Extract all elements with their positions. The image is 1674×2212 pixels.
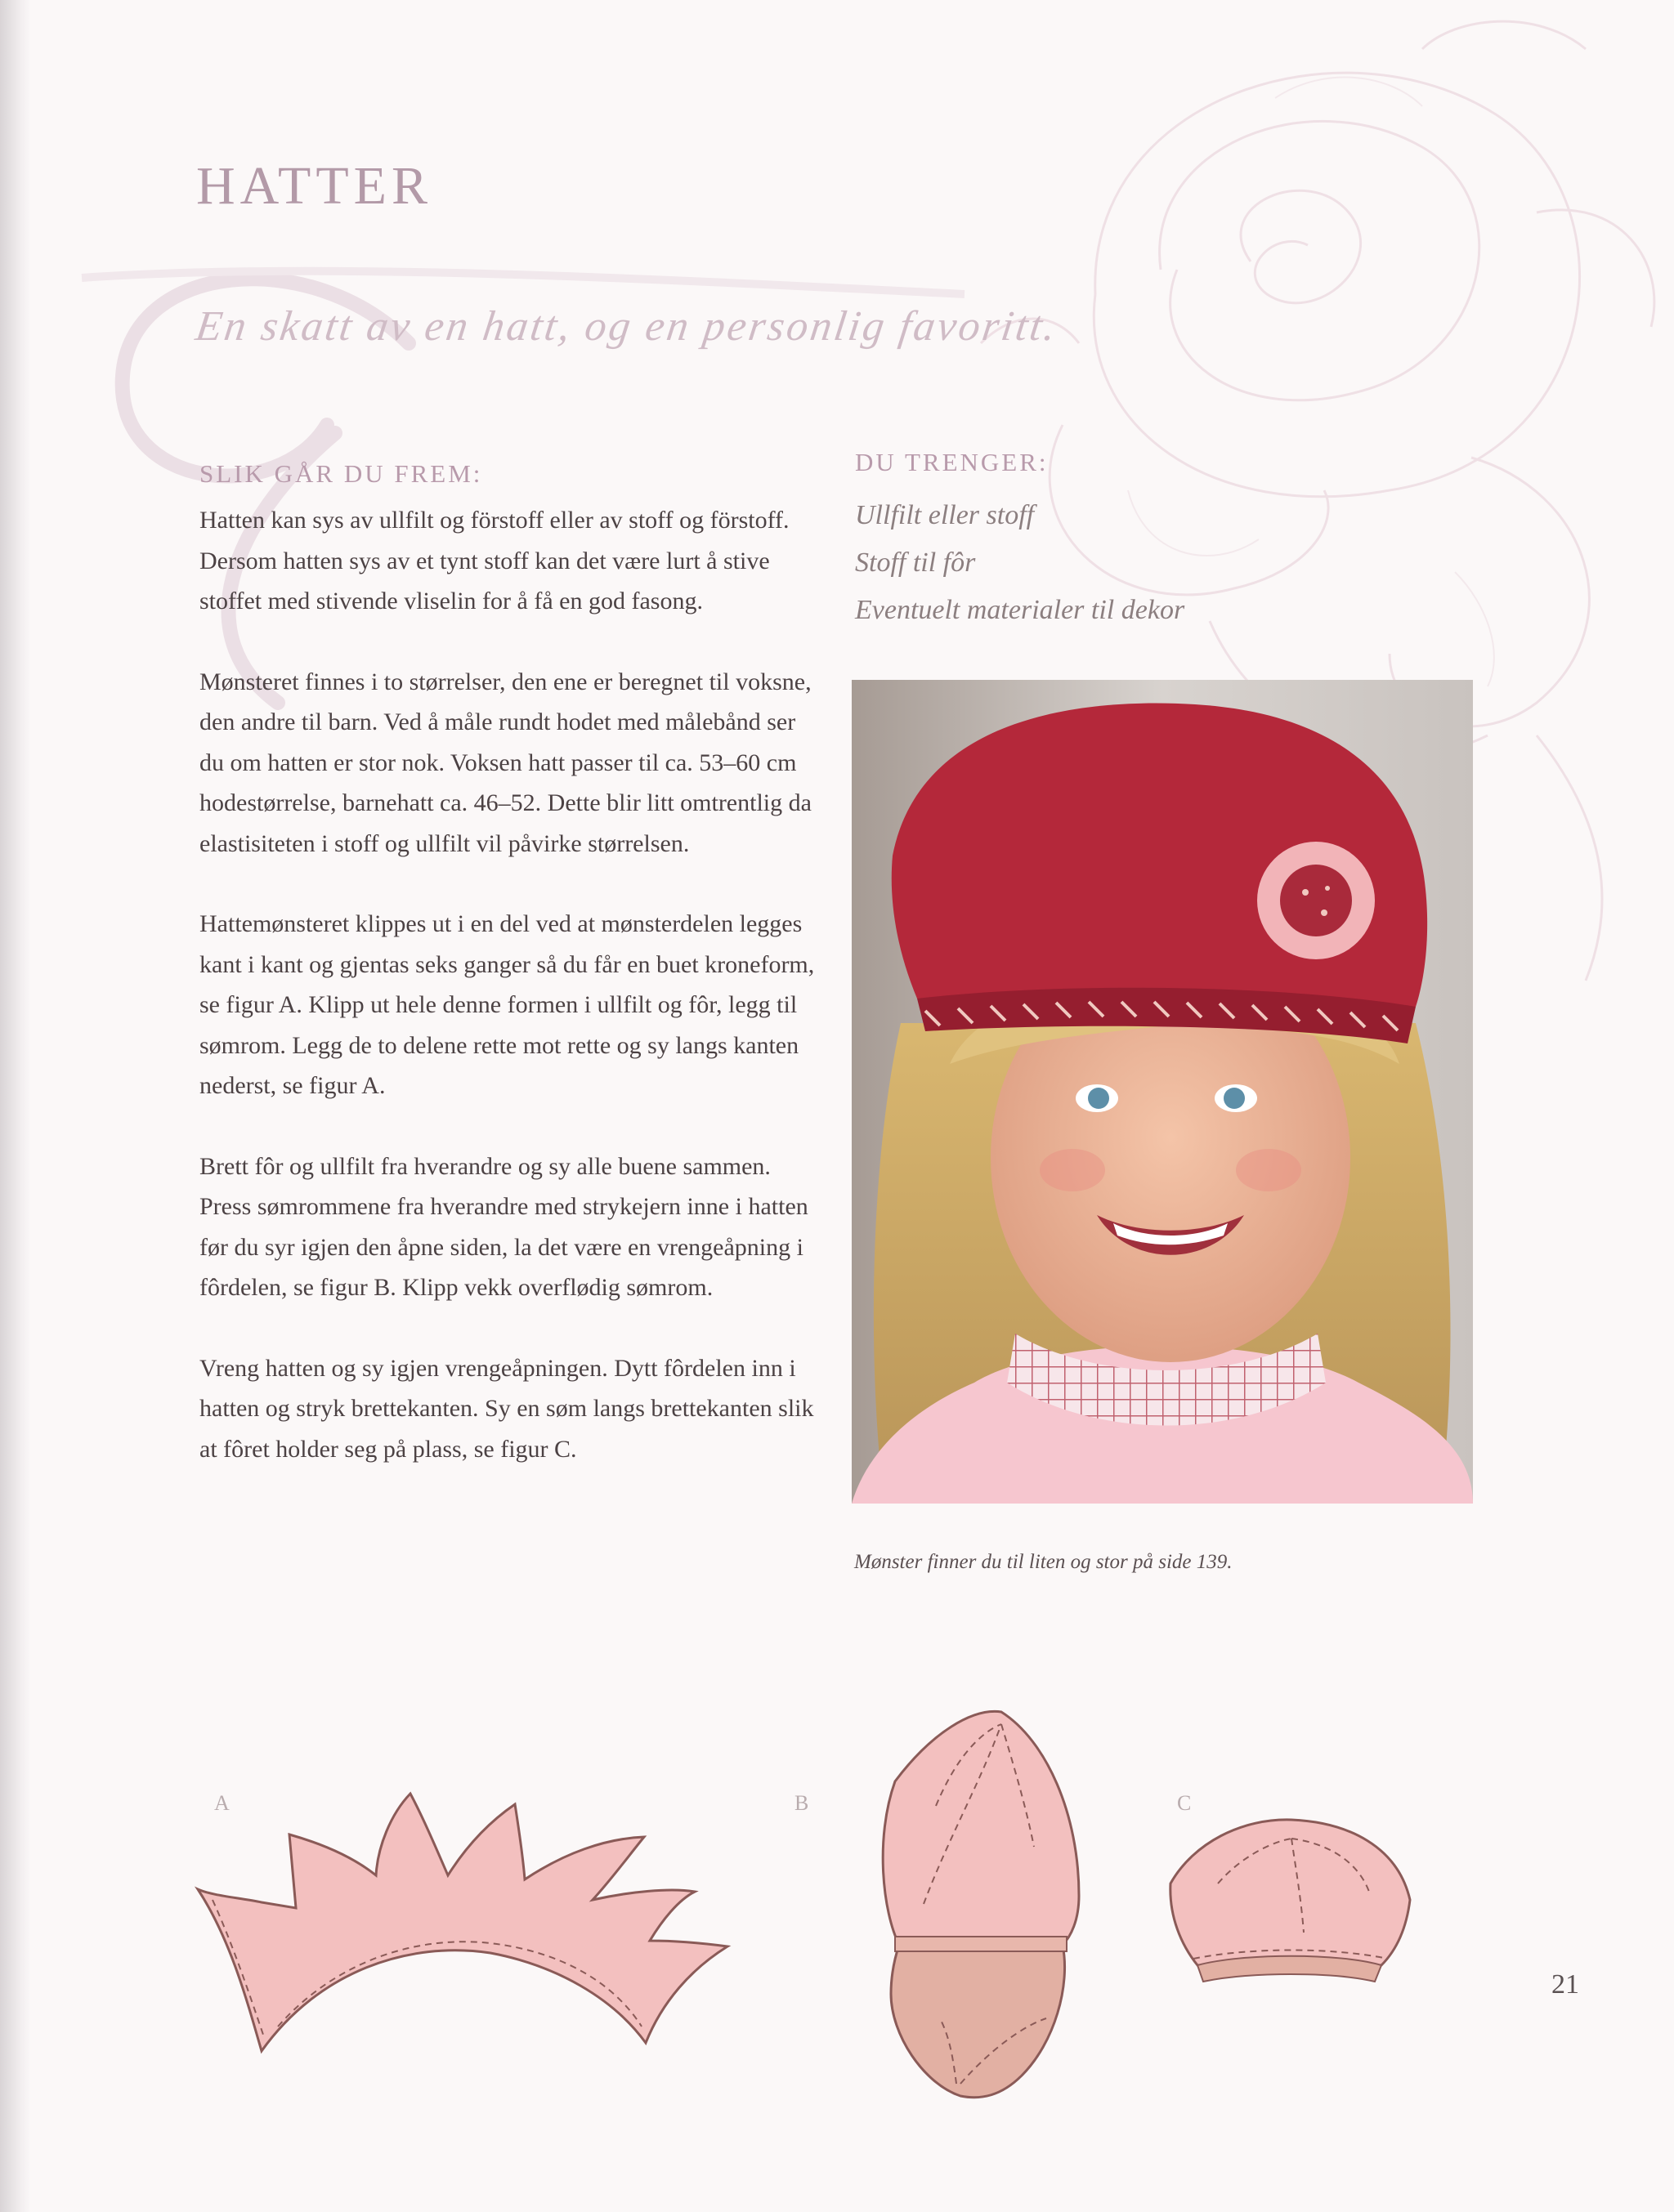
paragraph: Hattemønsteret klippes ut i en del ved at mønsterdelen legges kant i kant og gjentas seks ganger så du får en buet kroneform, se figur A. Klipp ut hele denne formen i ullfilt og fôr, legg til sømrom. Legg de to delene rette mot rette og sy langs kanten nederst, se figur A. <box>199 910 815 1099</box>
figure-b-sewn-pattern <box>858 1691 1103 2108</box>
list-item: Ullfilt eller stoff <box>855 500 1035 530</box>
hat-photo <box>852 680 1473 1504</box>
materials-list <box>855 492 1313 634</box>
paragraph: Hatten kan sys av ullfilt og förstoff eller av stoff og förstoff. Dersom hatten sys av et tynt stoff kan det være lurt å stive stoffet med stivende vliselin for å få en god fasong. <box>199 507 790 614</box>
figure-c-label: C <box>1177 1791 1192 1815</box>
figure-b-label: B <box>794 1791 809 1815</box>
page-title: HATTER <box>196 156 432 216</box>
materials-heading: DU TRENGER: <box>855 448 1049 476</box>
list-item: Stoff til fôr <box>855 547 976 578</box>
instructions-text <box>199 500 821 1509</box>
paragraph: Mønsteret finnes i to størrelser, den ene er beregnet til voksne, den andre til barn. Ved å måle rundt hodet med målebånd ser du om hatten er stor nok. Voksen hatt passer til ca. 53–60 cm hodestørrelse, barnehatt ca. 46–52. Dette blir litt omtrentlig da elastisiteten i stoff og ullfilt vil påvirke størrelsen. <box>199 668 812 857</box>
figure-a-label: A <box>214 1791 230 1815</box>
figure-c-finished-hat <box>1161 1810 1422 1998</box>
photo-caption: Mønster finner du til liten og stor på side 139. <box>854 1551 1233 1573</box>
instructions-heading: SLIK GÅR DU FREM: <box>199 459 483 488</box>
list-item: Eventuelt materialer til dekor <box>855 595 1185 625</box>
figure-a-crown-pattern <box>188 1757 785 2076</box>
paragraph: Brett fôr og ullfilt fra hverandre og sy alle buene sammen. Press sømrommene fra hverandre med strykejern inne i hatten før du syr igjen den åpne siden, la det være en vrengeåpning i fôrdelen, se figur B. Klipp vekk overflødig sømrom. <box>199 1152 808 1301</box>
binding-shadow <box>0 0 31 2212</box>
tagline: En skatt av en hatt, og en personlig favoritt. <box>192 303 1061 350</box>
paragraph: Vreng hatten og sy igjen vrengeåpningen. Dytt fôrdelen inn i hatten og stryk brettekanten. Sy en søm langs brettekanten slik at fôret holder seg på plass, se figur C. <box>199 1354 814 1463</box>
page-number: 21 <box>1551 1969 1579 2000</box>
